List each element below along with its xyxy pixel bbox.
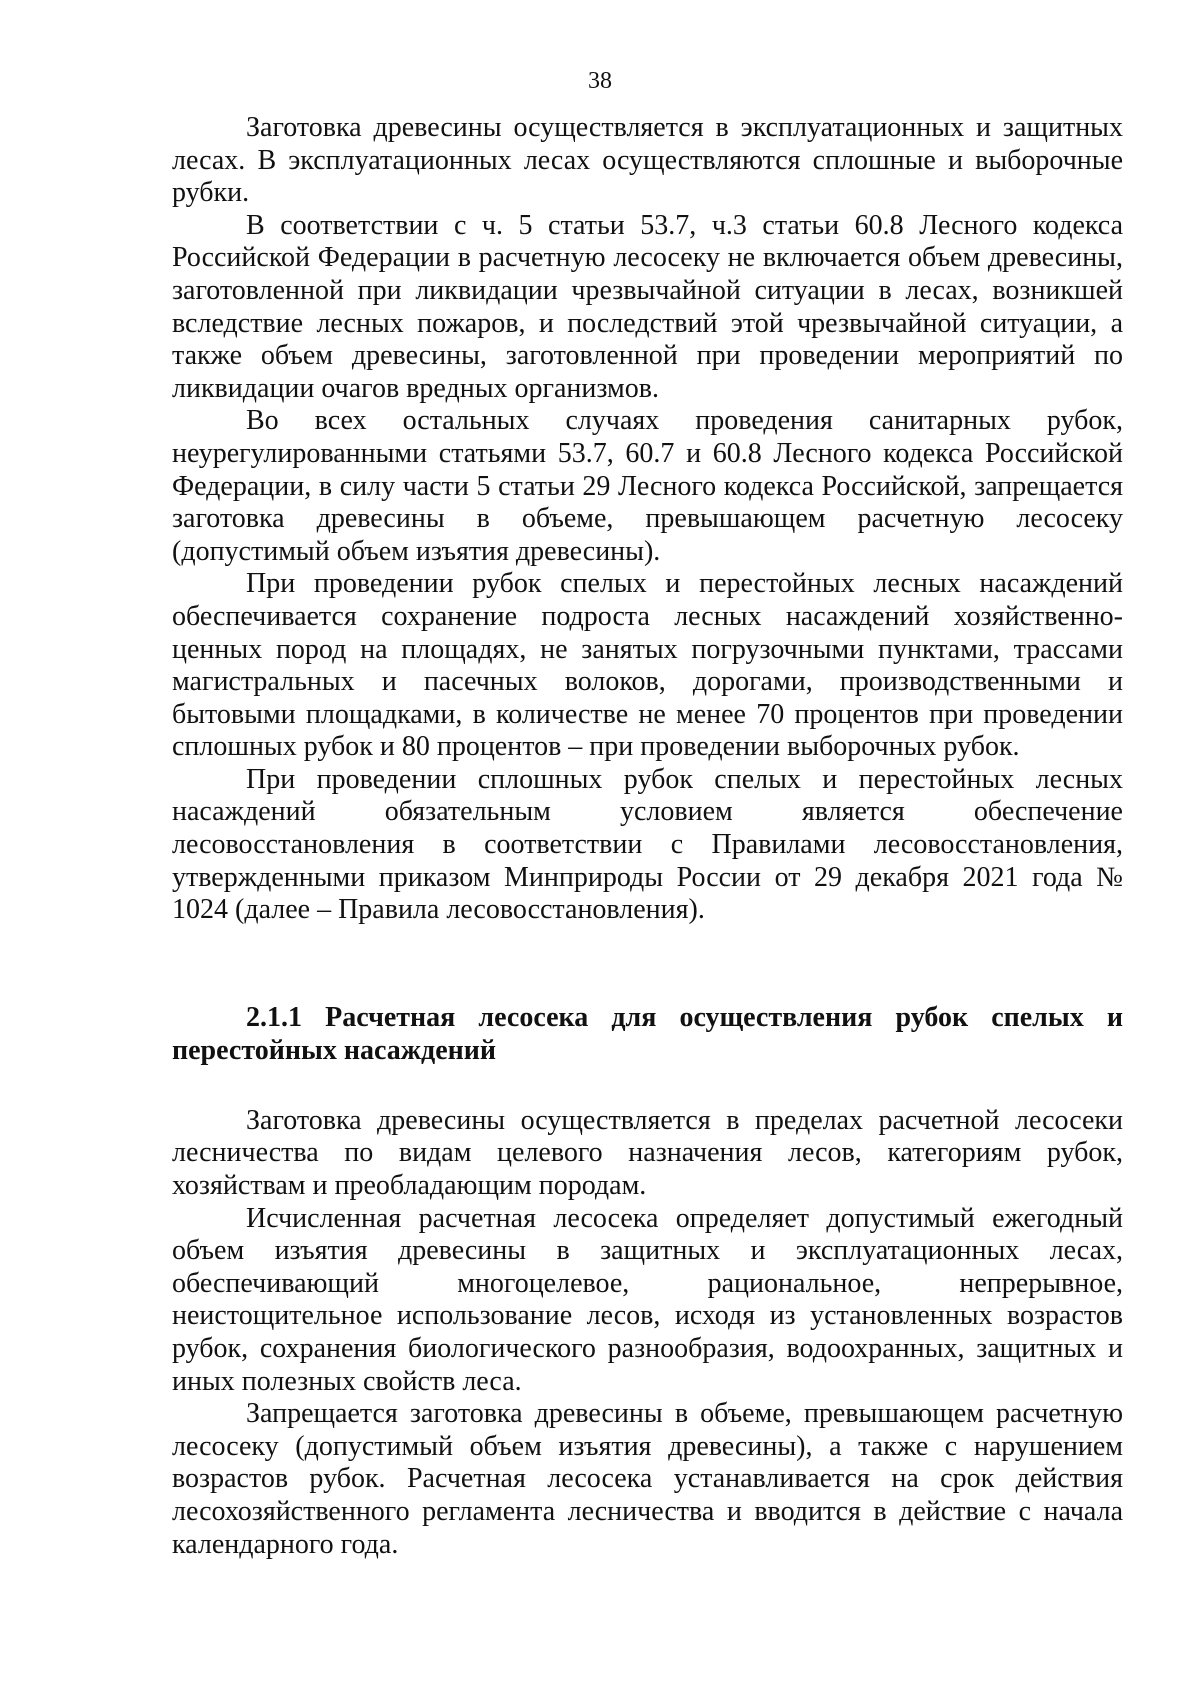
section-heading: 2.1.1 Расчетная лесосека для осуществления рубок спелых и перестойных насаждений bbox=[172, 1001, 1123, 1066]
paragraph-undergrowth-preservation: При проведении рубок спелых и перестойных лесных насаждений обеспечивается сохранение подроста лесных насаждений хозяйственно-ценных пород на площадях, не занятых погрузочными пунктами, трассами магистральных и пасечных волоков, дорогами, производственными и бытовыми площадками, в количестве не менее 70 процентов при проведении сплошных рубок и 80 процентов – при проведении выборочных рубок. bbox=[172, 568, 1123, 763]
paragraph-emergency-exclusion: В соответствии с ч. 5 статьи 53.7, ч.3 статьи 60.8 Лесного кодекса Российской Федерации в расчетную лесосеку не включается объем древесины, заготовленной при ликвидации чрезвычайной ситуации в лесах, возникшей вследствие лесных пожаров, и последствий этой чрезвычайной ситуации, а также объем древесины, заготовленной при проведении мероприятий по ликвидации очагов вредных организмов. bbox=[172, 209, 1123, 404]
document-body bbox=[172, 112, 1123, 1561]
page-number: 38 bbox=[588, 68, 612, 94]
section-body bbox=[172, 1105, 1123, 1561]
paragraph-harvest-limits: Заготовка древесины осуществляется в пределах расчетной лесосеки лесничества по видам целевого назначения лесов, категориям рубок, хозяйствам и преобладающим породам. bbox=[172, 1104, 1123, 1202]
paragraph-sanitary-cuttings: Во всех остальных случаях проведения санитарных рубок, неурегулированными статьями 53.7, 60.7 и 60.8 Лесного кодекса Российской Федерации, в силу части 5 статьи 29 Лесного кодекса Российской, запрещается заготовка древесины в объеме, превышающем расчетную лесосеку (допустимый объем изъятия древесины). bbox=[172, 405, 1123, 567]
paragraph-annual-volume: Исчисленная расчетная лесосека определяет допустимый ежегодный объем изъятия древесины в защитных и эксплуатационных лесах, обеспечивающий многоцелевое, рациональное, непрерывное, неистощительное использование лесов, исходя из установленных возрастов рубок, сохранения биологического разнообразия, водоохранных, защитных и иных полезных свойств леса. bbox=[172, 1202, 1123, 1397]
paragraph-harvesting-forests: Заготовка древесины осуществляется в эксплуатационных и защитных лесах. В эксплуатационных лесах осуществляются сплошные и выборочные рубки. bbox=[172, 112, 1123, 209]
paragraph-prohibition: Запрещается заготовка древесины в объеме, превышающем расчетную лесосеку (допустимый объем изъятия древесины), а также с нарушением возрастов рубок. Расчетная лесосека устанавливается на срок действия лесохозяйственного регламента лесничества и вводится в действие с начала календарного года. bbox=[172, 1398, 1123, 1560]
paragraph-reforestation-condition: При проведении сплошных рубок спелых и перестойных лесных насаждений обязательным условием является обеспечение лесовосстановления в соответствии с Правилами лесовосстановления, утвержденными приказом Минприроды России от 29 декабря 2021 года № 1024 (далее – Правила лесовосстановления). bbox=[172, 763, 1123, 926]
